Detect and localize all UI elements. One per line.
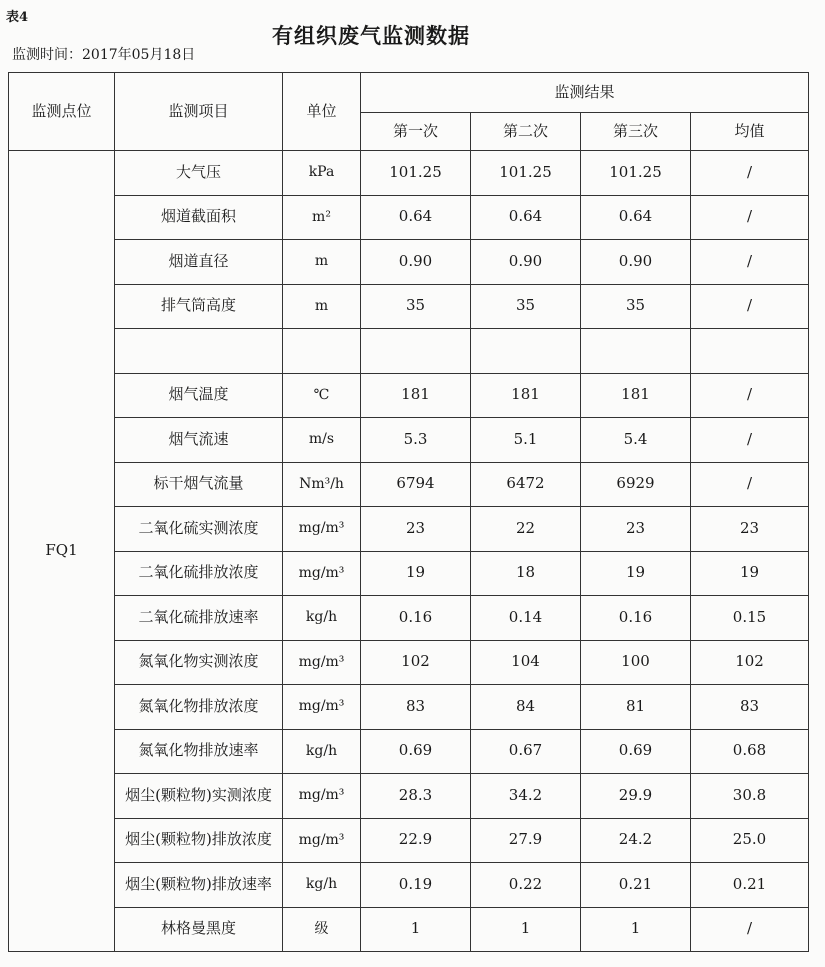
value-first: 181 xyxy=(361,373,471,418)
value-first: 19 xyxy=(361,551,471,596)
table-row xyxy=(9,729,809,774)
item-cell: 烟气温度 xyxy=(115,373,283,418)
value-second: 6472 xyxy=(471,462,581,507)
value-first: 22.9 xyxy=(361,818,471,863)
value-third: 81 xyxy=(581,685,691,730)
value-second: 35 xyxy=(471,284,581,329)
value-third xyxy=(581,329,691,374)
item-cell: 氮氧化物排放浓度 xyxy=(115,685,283,730)
value-avg: 30.8 xyxy=(691,774,809,819)
value-avg: / xyxy=(691,462,809,507)
item-cell: 排气筒高度 xyxy=(115,284,283,329)
value-avg: / xyxy=(691,418,809,463)
value-second: 0.64 xyxy=(471,195,581,240)
item-cell: 烟尘(颗粒物)实测浓度 xyxy=(115,774,283,819)
monitor-time: 监测时间：2017年05月18日 xyxy=(12,47,196,63)
value-second: 181 xyxy=(471,373,581,418)
value-avg: 0.21 xyxy=(691,863,809,908)
value-second: 34.2 xyxy=(471,774,581,819)
value-third: 5.4 xyxy=(581,418,691,463)
table-row xyxy=(9,462,809,507)
item-cell: 烟尘(颗粒物)排放速率 xyxy=(115,863,283,908)
header-third: 第三次 xyxy=(581,113,691,151)
value-second: 0.14 xyxy=(471,596,581,641)
value-second: 101.25 xyxy=(471,151,581,196)
unit-cell: kg/h xyxy=(283,596,361,641)
value-second: 104 xyxy=(471,640,581,685)
value-third: 0.16 xyxy=(581,596,691,641)
unit-cell: m² xyxy=(283,195,361,240)
item-cell: 氮氧化物排放速率 xyxy=(115,729,283,774)
unit-cell: m xyxy=(283,240,361,285)
item-cell xyxy=(115,329,283,374)
table-row xyxy=(9,774,809,819)
table-row xyxy=(9,551,809,596)
item-cell: 烟尘(颗粒物)排放浓度 xyxy=(115,818,283,863)
header-avg: 均值 xyxy=(691,113,809,151)
item-cell: 林格曼黑度 xyxy=(115,907,283,952)
value-avg: / xyxy=(691,195,809,240)
value-third: 101.25 xyxy=(581,151,691,196)
value-first xyxy=(361,329,471,374)
item-cell: 氮氧化物实测浓度 xyxy=(115,640,283,685)
value-avg: 83 xyxy=(691,685,809,730)
header-point: 监测点位 xyxy=(9,73,115,151)
item-cell: 烟气流速 xyxy=(115,418,283,463)
unit-cell: mg/m³ xyxy=(283,774,361,819)
value-third: 29.9 xyxy=(581,774,691,819)
document-title: 有组织废气监测数据 xyxy=(272,23,470,48)
item-cell: 烟道截面积 xyxy=(115,195,283,240)
table-row xyxy=(9,373,809,418)
value-second: 18 xyxy=(471,551,581,596)
table-row xyxy=(9,907,809,952)
item-cell: 标干烟气流量 xyxy=(115,462,283,507)
value-first: 0.90 xyxy=(361,240,471,285)
value-avg: 0.68 xyxy=(691,729,809,774)
value-first: 5.3 xyxy=(361,418,471,463)
header-item: 监测项目 xyxy=(115,73,283,151)
value-third: 100 xyxy=(581,640,691,685)
value-third: 35 xyxy=(581,284,691,329)
value-third: 0.21 xyxy=(581,863,691,908)
unit-cell: Nm³/h xyxy=(283,462,361,507)
table-label: 表4 xyxy=(6,10,29,25)
value-third: 1 xyxy=(581,907,691,952)
item-cell: 二氧化硫排放速率 xyxy=(115,596,283,641)
value-avg: 19 xyxy=(691,551,809,596)
value-third: 24.2 xyxy=(581,818,691,863)
unit-cell: kPa xyxy=(283,151,361,196)
item-cell: 大气压 xyxy=(115,151,283,196)
value-third: 6929 xyxy=(581,462,691,507)
value-avg: / xyxy=(691,151,809,196)
value-first: 28.3 xyxy=(361,774,471,819)
unit-cell: m xyxy=(283,284,361,329)
value-first: 6794 xyxy=(361,462,471,507)
value-second: 27.9 xyxy=(471,818,581,863)
value-third: 0.90 xyxy=(581,240,691,285)
unit-cell: mg/m³ xyxy=(283,507,361,552)
value-second: 0.67 xyxy=(471,729,581,774)
value-first: 0.69 xyxy=(361,729,471,774)
value-avg: 25.0 xyxy=(691,818,809,863)
value-avg: 23 xyxy=(691,507,809,552)
value-avg xyxy=(691,329,809,374)
unit-cell: mg/m³ xyxy=(283,640,361,685)
item-cell: 烟道直径 xyxy=(115,240,283,285)
table-row xyxy=(9,329,809,374)
table-row xyxy=(9,507,809,552)
value-first: 0.64 xyxy=(361,195,471,240)
value-second: 0.22 xyxy=(471,863,581,908)
value-first: 0.16 xyxy=(361,596,471,641)
value-first: 23 xyxy=(361,507,471,552)
item-cell: 二氧化硫实测浓度 xyxy=(115,507,283,552)
unit-cell: mg/m³ xyxy=(283,818,361,863)
value-third: 0.64 xyxy=(581,195,691,240)
value-avg: / xyxy=(691,240,809,285)
table-row xyxy=(9,818,809,863)
table-row xyxy=(9,240,809,285)
monitoring-point: FQ1 xyxy=(9,151,115,952)
value-second: 1 xyxy=(471,907,581,952)
unit-cell: kg/h xyxy=(283,729,361,774)
value-avg: / xyxy=(691,373,809,418)
header-second: 第二次 xyxy=(471,113,581,151)
table-row xyxy=(9,596,809,641)
value-second xyxy=(471,329,581,374)
header-results: 监测结果 xyxy=(361,73,809,113)
value-avg: 0.15 xyxy=(691,596,809,641)
unit-cell xyxy=(283,329,361,374)
item-cell: 二氧化硫排放浓度 xyxy=(115,551,283,596)
unit-cell: mg/m³ xyxy=(283,685,361,730)
value-third: 19 xyxy=(581,551,691,596)
table-row xyxy=(9,418,809,463)
value-second: 0.90 xyxy=(471,240,581,285)
value-third: 0.69 xyxy=(581,729,691,774)
value-first: 102 xyxy=(361,640,471,685)
value-avg: 102 xyxy=(691,640,809,685)
monitoring-table xyxy=(8,72,809,952)
unit-cell: kg/h xyxy=(283,863,361,908)
value-avg: / xyxy=(691,284,809,329)
header-unit: 单位 xyxy=(283,73,361,151)
value-third: 23 xyxy=(581,507,691,552)
value-first: 35 xyxy=(361,284,471,329)
unit-cell: m/s xyxy=(283,418,361,463)
value-second: 5.1 xyxy=(471,418,581,463)
unit-cell: ℃ xyxy=(283,373,361,418)
table-row xyxy=(9,863,809,908)
value-first: 83 xyxy=(361,685,471,730)
table-row xyxy=(9,284,809,329)
table-row xyxy=(9,151,809,196)
unit-cell: mg/m³ xyxy=(283,551,361,596)
value-first: 101.25 xyxy=(361,151,471,196)
value-second: 84 xyxy=(471,685,581,730)
value-second: 22 xyxy=(471,507,581,552)
value-first: 0.19 xyxy=(361,863,471,908)
table-row xyxy=(9,640,809,685)
table-row xyxy=(9,685,809,730)
unit-cell: 级 xyxy=(283,907,361,952)
value-avg: / xyxy=(691,907,809,952)
table-row xyxy=(9,195,809,240)
value-first: 1 xyxy=(361,907,471,952)
value-third: 181 xyxy=(581,373,691,418)
header-first: 第一次 xyxy=(361,113,471,151)
